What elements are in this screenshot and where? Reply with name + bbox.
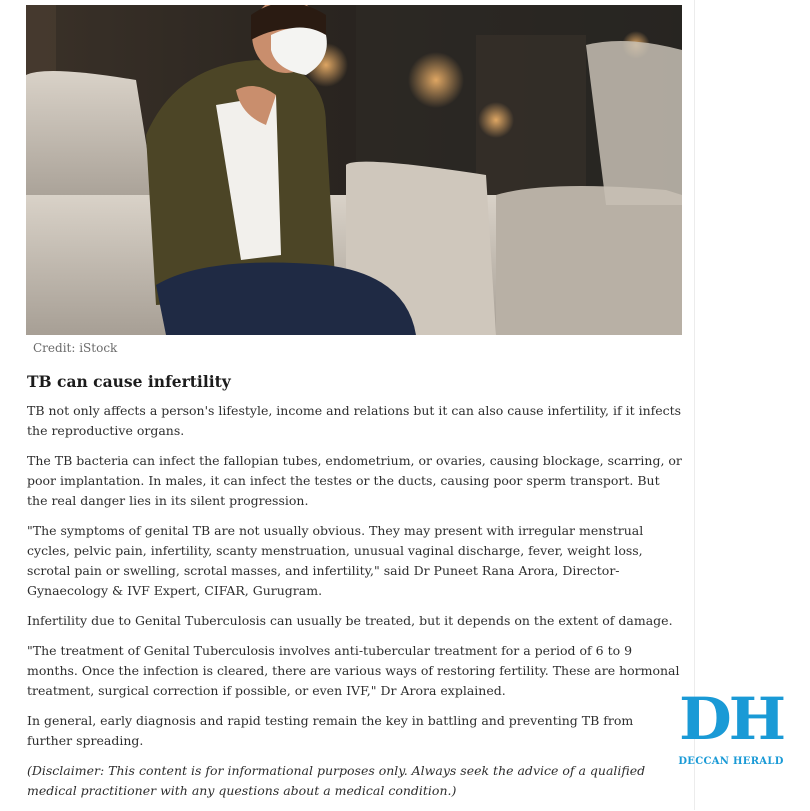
article-paragraph: The TB bacteria can infect the fallopian tubes, endometrium, or ovaries, causing blockage, scarring, or poor implantation. In males, it can infect the testes or the ducts, causing poor sperm transport. But the real danger lies in its silent progression. <box>27 453 682 508</box>
section-heading: TB can cause infertility <box>27 372 231 391</box>
hero-illustration <box>26 5 682 335</box>
image-credit: Credit: iStock <box>33 341 118 355</box>
article-hero-image <box>26 5 682 335</box>
article-paragraph: TB not only affects a person's lifestyle, income and relations but it can also cause infertility, if it infects the reproductive organs. <box>27 403 682 438</box>
logo-wordmark: DECCAN HERALD <box>678 756 784 767</box>
article-paragraph: "The treatment of Genital Tuberculosis involves anti-tubercular treatment for a period of 6 to 9 months. Once the infection is cleared, there are various ways of restoring fertility. These are hormonal treatment, surgical correction if possible, or even IVF," Dr Arora explained. <box>27 643 680 698</box>
article-paragraph: "The symptoms of genital TB are not usually obvious. They may present with irregular menstrual cycles, pelvic pain, infertility, scanty menstruation, unusual vaginal discharge, fever, weight loss, scrotal pain or swelling, scrotal masses, and infertility," said Dr Puneet Rana Arora, Director-Gynaecology & IVF Expert, CIFAR, Gurugram. <box>27 523 644 598</box>
article-paragraph: In general, early diagnosis and rapid testing remain the key in battling and preventing TB from further spreading. <box>27 713 634 748</box>
deccan-herald-logo <box>672 685 790 767</box>
article-body <box>27 372 682 811</box>
article-paragraph: Infertility due to Genital Tuberculosis can usually be treated, but it depends on the extent of damage. <box>27 613 673 628</box>
disclaimer-text: (Disclaimer: This content is for informational purposes only. Always seek the advice of a qualified medical practitioner with any questions about a medical condition.) <box>27 763 646 798</box>
logo-mark: DH <box>678 685 784 753</box>
